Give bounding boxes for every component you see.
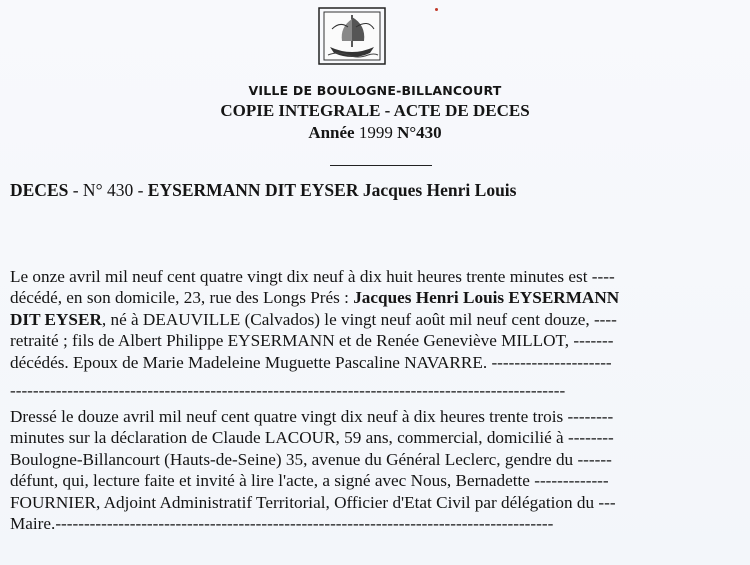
text-line: retraité ; fils de Albert Philippe EYSERMANN et de Renée Geneviève MILLOT, -------: [10, 331, 614, 351]
declaration-paragraph: [10, 406, 746, 534]
header-divider: [330, 165, 432, 166]
text-line: Le onze avril mil neuf cent quatre vingt dix neuf à dix huit heures trente minutes est ----: [10, 267, 615, 286]
deces-label: DECES: [10, 180, 69, 200]
deceased-name-bold: DIT EYSER: [10, 309, 102, 329]
year-value: 1999: [358, 123, 393, 142]
text-line: [10, 309, 746, 330]
deceased-name: EYSERMANN DIT EYSER Jacques Henri Louis: [147, 180, 517, 200]
text-line: Maire.---------------------------------------------------------------------------------------: [10, 513, 554, 533]
act-number: N°430: [397, 123, 442, 142]
document-header: [0, 82, 750, 143]
dash-separator: -------------------------------------------------------------------------------------------------: [10, 381, 566, 400]
text-line: Boulogne-Billancourt (Hauts-de-Seine) 35, avenue du Général Leclerc, gendre du ------: [10, 449, 612, 469]
text-span: décédé, en son domicile, 23, rue des Longs Prés :: [10, 288, 354, 308]
text-line: décédés. Epoux de Marie Madeleine Muguette Pascaline NAVARRE. ---------------------: [10, 352, 612, 372]
text-line: [10, 287, 746, 308]
document-title: COPIE INTEGRALE - ACTE DE DECES: [220, 101, 530, 120]
text-line: FOURNIER, Adjoint Administratif Territorial, Officier d'Etat Civil par délégation du ---: [10, 492, 616, 512]
deces-heading: [10, 178, 516, 202]
text-line: minutes sur la déclaration de Claude LACOUR, 59 ans, commercial, domicilié à --------: [10, 428, 614, 448]
text-span: , né à DEAUVILLE (Calvados) le vingt neuf août mil neuf cent douze, ----: [101, 309, 617, 329]
city-crest-icon: [318, 7, 386, 65]
ink-speck: [435, 8, 438, 11]
year-label: Année: [308, 123, 355, 142]
year-number-line: [0, 122, 750, 143]
text-line: Dressé le douze avril mil neuf cent quatre vingt dix neuf à dix heures trente trois --------: [10, 407, 614, 426]
text-line: défunt, qui, lecture faite et invité à lire l'acte, a signé avec Nous, Bernadette -------------: [10, 471, 609, 491]
death-paragraph: [10, 266, 746, 373]
city-name: VILLE DE BOULOGNE-BILLANCOURT: [248, 83, 502, 98]
deces-number: - N° 430 -: [68, 180, 148, 200]
deceased-name-bold: Jacques Henri Louis EYSERMANN: [353, 288, 620, 308]
